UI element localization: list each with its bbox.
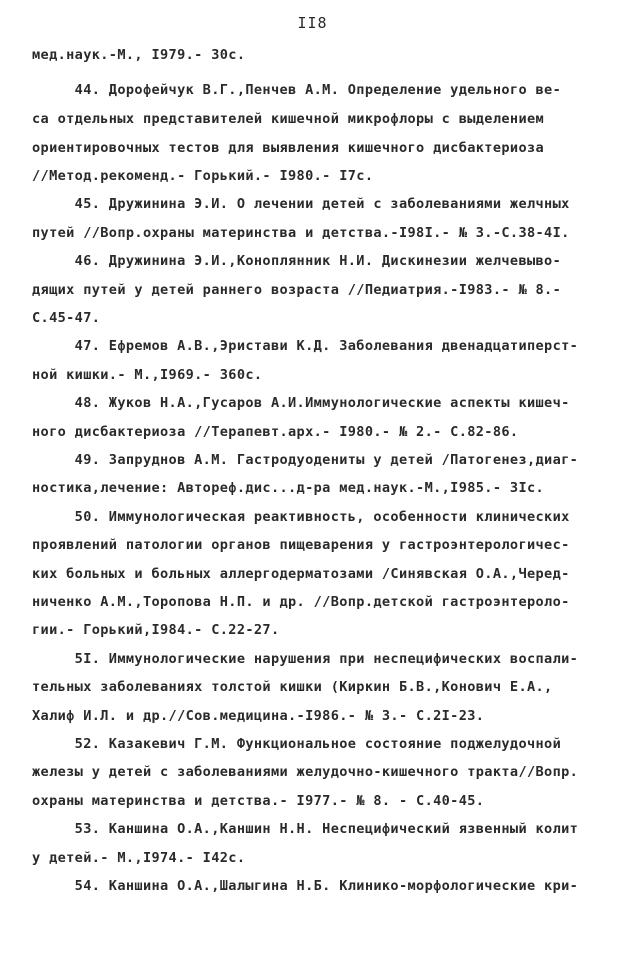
text-line: 46. Дружинина Э.И.,Коноплянник Н.И. Дискинезии желчевыво-: [32, 253, 562, 269]
text-line: Халиф И.Л. и др.//Сов.медицина.-I986.- № 3.- С.2I-23.: [32, 708, 485, 724]
text-line: ниченко А.М.,Торопова Н.П. и др. //Вопр.детской гастроэнтероло-: [32, 594, 570, 610]
text-line: ной кишки.- М.,I969.- 360с.: [32, 367, 263, 383]
text-line: 5I. Иммунологические нарушения при неспецифических воспали-: [32, 651, 579, 667]
page-number: II8: [297, 14, 328, 32]
text-line: //Метод.рекоменд.- Горький.- I980.- I7с.: [32, 168, 374, 184]
text-line: С.45-47.: [32, 310, 101, 326]
text-line: дящих путей у детей раннего возраста //Педиатрия.-I983.- № 8.-: [32, 282, 562, 298]
text-line: мед.наук.-М., I979.- 30с.: [32, 47, 246, 63]
text-line: 52. Казакевич Г.М. Функциональное состояние поджелудочной: [32, 736, 562, 752]
text-line: охраны материнства и детства.- I977.- № 8. - С.40-45.: [32, 793, 485, 809]
text-line: 44. Дорофейчук В.Г.,Пенчев А.М. Определение удельного ве-: [32, 82, 562, 98]
text-line: ного дисбактериоза //Терапевт.арх.- I980.- № 2.- С.82-86.: [32, 424, 519, 440]
text-line: са отдельных представителей кишечной микрофлоры с выделением: [32, 111, 545, 127]
text-line: 53. Каншина О.А.,Каншин Н.Н. Неспецифический язвенный колит: [32, 821, 579, 837]
text-line: 45. Дружинина Э.И. О лечении детей с заболеваниями желчных: [32, 196, 570, 212]
text-line: 48. Жуков Н.А.,Гусаров А.И.Иммунологические аспекты кишеч-: [32, 395, 570, 411]
text-line: гии.- Горький,I984.- С.22-27.: [32, 622, 280, 638]
text-line: железы у детей с заболеваниями желудочно-кишечного тракта//Вопр.: [32, 764, 579, 780]
text-line: у детей.- М.,I974.- I42с.: [32, 850, 246, 866]
text-line: 49. Запруднов А.М. Гастродуодениты у детей /Патогенез,диаг-: [32, 452, 579, 468]
text-line: 50. Иммунологическая реактивность, особенности клинических: [32, 509, 570, 525]
text-line: 54. Каншина О.А.,Шалыгина Н.Б. Клинико-морфологические кри-: [32, 878, 579, 894]
text-line: путей //Вопр.охраны материнства и детства.-I98I.- № 3.-С.38-4I.: [32, 225, 570, 241]
text-line: ориентировочных тестов для выявления кишечного дисбактериоза: [32, 140, 545, 156]
text-line: ких больных и больных аллергодерматозами /Синявская О.А.,Черед-: [32, 566, 570, 582]
text-line: ностика,лечение: Автореф.дис...д-ра мед.наук.-М.,I985.- 3Iс.: [32, 480, 545, 496]
text-line: тельных заболеваниях толстой кишки (Киркин Б.В.,Конович Е.А.,: [32, 679, 553, 695]
text-line: проявлений патологии органов пищеварения у гастроэнтерологичес-: [32, 537, 570, 553]
text-line: 47. Ефремов А.В.,Эристави К.Д. Заболевания двенадцатиперст-: [32, 338, 579, 354]
